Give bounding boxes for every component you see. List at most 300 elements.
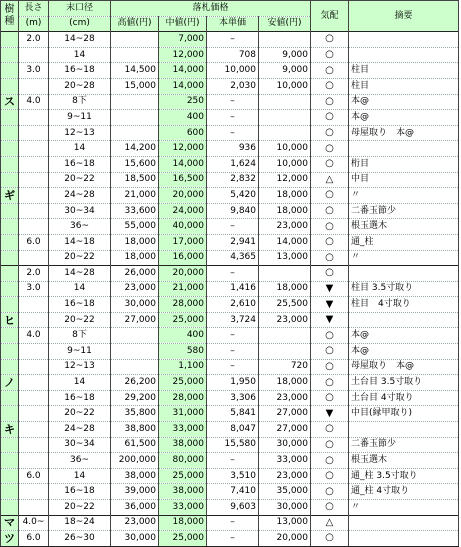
high-price-cell: 14,500 [111,63,159,79]
high-price-cell [111,344,159,360]
high-price-cell: 15,000 [111,78,159,94]
low-price-cell: 18,000 [259,203,311,219]
low-price-cell: 18,000 [259,281,311,297]
length-cell [19,250,49,266]
table-row [1,234,459,250]
species-cell [1,47,19,63]
unit-price-cell: 9,840 [207,203,259,219]
high-price-cell: 26,000 [111,266,159,282]
species-cell [1,437,19,453]
species-cell: ツ [1,531,19,547]
low-price-cell: 13,000 [259,250,311,266]
unit-price-cell: – [207,110,259,126]
species-cell [1,156,19,172]
table-row [1,47,459,63]
table-row [1,250,459,266]
diameter-cell: 16~18 [49,484,111,500]
unit-price-cell: 1,624 [207,156,259,172]
length-cell [19,344,49,360]
high-price-cell: 18,500 [111,172,159,188]
header-species: 樹種 [1,1,19,32]
table-row [1,422,459,438]
diameter-cell: 36~ [49,219,111,235]
low-price-cell: 23,000 [259,312,311,328]
length-cell [19,453,49,469]
high-price-cell: 33,600 [111,203,159,219]
mood-cell: ○ [311,484,349,500]
length-cell [19,219,49,235]
length-cell [19,437,49,453]
diameter-cell: 16~18 [49,297,111,313]
length-cell: 2.0 [19,32,49,48]
species-cell [1,453,19,469]
mood-cell: ○ [311,250,349,266]
species-cell [1,266,19,282]
table-row [1,63,459,79]
table-row [1,219,459,235]
table-row [1,203,459,219]
low-price-cell: 14,000 [259,234,311,250]
note-cell: 〃 [349,500,459,516]
species-cell: ギ [1,188,19,204]
unit-price-cell: – [207,359,259,375]
note-cell [349,32,459,48]
header-length-unit: (m) [19,16,49,32]
note-cell: 柱目 [349,63,459,79]
diameter-cell: 20~22 [49,312,111,328]
diameter-cell: 16~18 [49,63,111,79]
table-row [1,32,459,48]
high-price-cell: 30,000 [111,531,159,547]
diameter-cell: 14 [49,141,111,157]
low-price-cell: 10,000 [259,156,311,172]
unit-price-cell: 9,603 [207,500,259,516]
header-length: 長さ [19,1,49,17]
high-price-cell: 15,600 [111,156,159,172]
note-cell: 〃 [349,188,459,204]
length-cell [19,390,49,406]
low-price-cell: 27,000 [259,422,311,438]
unit-price-cell: 3,306 [207,390,259,406]
length-cell [19,125,49,141]
mid-price-cell: 16,000 [159,250,207,266]
length-cell: 4.0~ [19,515,49,531]
low-price-cell [259,94,311,110]
diameter-cell: 14~18 [49,234,111,250]
species-cell [1,78,19,94]
species-cell: ノ [1,375,19,391]
header-mood: 気配 [311,1,349,32]
mid-price-cell: 12,000 [159,141,207,157]
mood-cell: ○ [311,94,349,110]
unit-price-cell: 1,416 [207,281,259,297]
high-price-cell: 23,000 [111,515,159,531]
note-cell: 根玉選木 [349,219,459,235]
table-row [1,281,459,297]
table-row [1,500,459,516]
low-price-cell: 720 [259,359,311,375]
note-cell: 通_柱 4寸取り [349,484,459,500]
mood-cell: ○ [311,328,349,344]
length-cell: 3.0 [19,281,49,297]
low-price-cell [259,328,311,344]
species-cell [1,281,19,297]
length-cell [19,78,49,94]
note-cell [349,312,459,328]
length-cell: 4.0 [19,94,49,110]
mid-price-cell: 14,000 [159,156,207,172]
high-price-cell: 38,000 [111,468,159,484]
high-price-cell: 18,000 [111,250,159,266]
price-rows [1,32,459,547]
mid-price-cell: 25,000 [159,375,207,391]
length-cell [19,188,49,204]
mid-price-cell: 14,000 [159,63,207,79]
table-row [1,515,459,531]
unit-price-cell: 15,580 [207,437,259,453]
low-price-cell: 23,000 [259,390,311,406]
header-mid: 中値(円) [159,16,207,32]
mood-cell: ○ [311,219,349,235]
mid-price-cell: 14,000 [159,78,207,94]
mood-cell: ○ [311,375,349,391]
note-cell: 中目(縁甲取り) [349,406,459,422]
table-row [1,531,459,547]
mid-price-cell: 20,000 [159,188,207,204]
mood-cell: ○ [311,359,349,375]
note-cell: 柱目 3.5寸取り [349,281,459,297]
table-row [1,156,459,172]
low-price-cell [259,266,311,282]
mood-cell: ▼ [311,406,349,422]
low-price-cell: 10,000 [259,141,311,157]
low-price-cell [259,125,311,141]
high-price-cell [111,32,159,48]
note-cell: 通_柱 [349,234,459,250]
diameter-cell: 30~34 [49,203,111,219]
unit-price-cell: 936 [207,141,259,157]
mid-price-cell: 24,000 [159,203,207,219]
header-price-group: 落札価格 [111,1,311,17]
mood-cell: ▼ [311,297,349,313]
diameter-cell: 12~13 [49,125,111,141]
species-cell: ヒ [1,312,19,328]
high-price-cell: 38,800 [111,422,159,438]
high-price-cell: 200,000 [111,453,159,469]
diameter-cell: 14 [49,47,111,63]
diameter-cell: 14 [49,375,111,391]
note-cell: 柱目 4寸取り [349,297,459,313]
length-cell [19,141,49,157]
table-row [1,359,459,375]
table-row [1,78,459,94]
unit-price-cell: 2,832 [207,172,259,188]
length-cell: 4.0 [19,328,49,344]
low-price-cell: 18,000 [259,375,311,391]
note-cell: 母屋取り 本@ [349,125,459,141]
table-row [1,94,459,110]
note-cell [349,422,459,438]
note-cell: 柱目 [349,78,459,94]
mid-price-cell: 38,000 [159,484,207,500]
mood-cell: ○ [311,266,349,282]
diameter-cell: 16~18 [49,156,111,172]
table-row [1,172,459,188]
unit-price-cell: 4,365 [207,250,259,266]
length-cell [19,484,49,500]
length-cell [19,172,49,188]
mid-price-cell: 28,000 [159,390,207,406]
mid-price-cell: 17,000 [159,234,207,250]
unit-price-cell: 708 [207,47,259,63]
mood-cell: ▼ [311,312,349,328]
header-unit-price: 本単価 [207,16,259,32]
length-cell [19,312,49,328]
length-cell: 6.0 [19,531,49,547]
mood-cell: ○ [311,453,349,469]
low-price-cell: 27,000 [259,406,311,422]
low-price-cell: 9,000 [259,63,311,79]
mid-price-cell: 21,000 [159,281,207,297]
length-cell [19,406,49,422]
mood-cell: ○ [311,234,349,250]
high-price-cell: 18,000 [111,234,159,250]
species-cell: マ [1,515,19,531]
note-cell: 本@ [349,94,459,110]
mid-price-cell: 400 [159,110,207,126]
low-price-cell: 18,000 [259,188,311,204]
species-cell [1,468,19,484]
length-cell [19,375,49,391]
mood-cell: ○ [311,110,349,126]
diameter-cell: 24~28 [49,188,111,204]
species-cell [1,484,19,500]
note-cell: 〃 [349,250,459,266]
high-price-cell [111,359,159,375]
mid-price-cell: 28,000 [159,297,207,313]
high-price-cell: 23,000 [111,281,159,297]
low-price-cell: 20,000 [259,531,311,547]
mood-cell: ○ [311,203,349,219]
mid-price-cell: 16,500 [159,172,207,188]
unit-price-cell: 5,420 [207,188,259,204]
diameter-cell: 20~22 [49,172,111,188]
high-price-cell: 29,200 [111,390,159,406]
length-cell [19,422,49,438]
high-price-cell: 55,000 [111,219,159,235]
diameter-cell: 20~22 [49,500,111,516]
table-row [1,312,459,328]
note-cell: 本@ [349,344,459,360]
low-price-cell: 9,000 [259,47,311,63]
low-price-cell: 30,000 [259,500,311,516]
mood-cell: ○ [311,125,349,141]
species-cell: ス [1,94,19,110]
mid-price-cell: 33,000 [159,422,207,438]
mood-cell: ○ [311,156,349,172]
low-price-cell: 10,000 [259,78,311,94]
species-cell [1,344,19,360]
low-price-cell: 23,000 [259,468,311,484]
species-cell [1,500,19,516]
unit-price-cell: – [207,344,259,360]
unit-price-cell: – [207,219,259,235]
length-cell [19,359,49,375]
mood-cell: △ [311,515,349,531]
high-price-cell: 21,000 [111,188,159,204]
note-cell: 二番玉節少 [349,203,459,219]
species-cell [1,63,19,79]
unit-price-cell: – [207,531,259,547]
unit-price-cell: – [207,94,259,110]
unit-price-cell: 3,510 [207,468,259,484]
mid-price-cell: 7,000 [159,32,207,48]
diameter-cell: 9~11 [49,344,111,360]
header-high: 高値(円) [111,16,159,32]
mid-price-cell: 40,000 [159,219,207,235]
diameter-cell: 16~18 [49,390,111,406]
table-row [1,125,459,141]
high-price-cell: 61,500 [111,437,159,453]
diameter-cell: 14~28 [49,32,111,48]
length-cell [19,203,49,219]
note-cell: 中目 [349,172,459,188]
high-price-cell: 30,000 [111,297,159,313]
unit-price-cell: – [207,125,259,141]
diameter-cell: 14 [49,281,111,297]
high-price-cell [111,125,159,141]
low-price-cell: 23,000 [259,219,311,235]
high-price-cell: 26,200 [111,375,159,391]
species-cell [1,390,19,406]
note-cell [349,515,459,531]
mood-cell: ○ [311,188,349,204]
diameter-cell: 18~24 [49,515,111,531]
note-cell: 土台目 3.5寸取り [349,375,459,391]
note-cell: 二番玉節少 [349,437,459,453]
table-row [1,375,459,391]
header-low: 安値(円) [259,16,311,32]
note-cell [349,531,459,547]
unit-price-cell: 3,724 [207,312,259,328]
table-row [1,468,459,484]
high-price-cell: 14,200 [111,141,159,157]
mid-price-cell: 250 [159,94,207,110]
unit-price-cell: 1,950 [207,375,259,391]
length-cell [19,297,49,313]
species-cell [1,219,19,235]
species-cell [1,250,19,266]
low-price-cell [259,344,311,360]
mid-price-cell: 580 [159,344,207,360]
note-cell: 本@ [349,328,459,344]
note-cell: 土台目 4寸取り [349,390,459,406]
mood-cell: ○ [311,531,349,547]
low-price-cell: 12,000 [259,172,311,188]
unit-price-cell: – [207,328,259,344]
unit-price-cell: – [207,32,259,48]
mid-price-cell: 33,000 [159,500,207,516]
high-price-cell [111,94,159,110]
table-row [1,453,459,469]
high-price-cell: 36,000 [111,500,159,516]
mood-cell: ▼ [311,281,349,297]
species-cell [1,32,19,48]
species-cell [1,141,19,157]
unit-price-cell: – [207,453,259,469]
low-price-cell: 35,000 [259,484,311,500]
species-cell [1,172,19,188]
header-diameter: 末口径 [49,1,111,17]
mood-cell: ○ [311,32,349,48]
length-cell [19,156,49,172]
length-cell [19,47,49,63]
table-row [1,484,459,500]
table-row [1,110,459,126]
mid-price-cell: 31,000 [159,406,207,422]
species-cell [1,125,19,141]
high-price-cell [111,328,159,344]
length-cell [19,500,49,516]
table-row [1,266,459,282]
high-price-cell [111,47,159,63]
diameter-cell: 20~22 [49,406,111,422]
high-price-cell: 39,000 [111,484,159,500]
low-price-cell: 30,000 [259,437,311,453]
table-row [1,390,459,406]
mid-price-cell: 20,000 [159,266,207,282]
species-cell [1,110,19,126]
diameter-cell: 14 [49,468,111,484]
mood-cell: ○ [311,500,349,516]
high-price-cell [111,110,159,126]
mood-cell: ○ [311,390,349,406]
diameter-cell: 20~28 [49,78,111,94]
low-price-cell: 25,500 [259,297,311,313]
table-row [1,188,459,204]
length-cell: 2.0 [19,266,49,282]
length-cell: 6.0 [19,234,49,250]
diameter-cell: 30~34 [49,437,111,453]
mid-price-cell: 600 [159,125,207,141]
mood-cell: ○ [311,78,349,94]
species-cell [1,234,19,250]
table-row [1,406,459,422]
mood-cell: ○ [311,437,349,453]
unit-price-cell: 2,610 [207,297,259,313]
mid-price-cell: 12,000 [159,47,207,63]
note-cell: 桁目 [349,156,459,172]
diameter-cell: 20~22 [49,250,111,266]
unit-price-cell: – [207,515,259,531]
note-cell: 母屋取り 本@ [349,359,459,375]
unit-price-cell: 5,841 [207,406,259,422]
mid-price-cell: 25,000 [159,312,207,328]
low-price-cell: 13,000 [259,515,311,531]
high-price-cell: 35,800 [111,406,159,422]
diameter-cell: 8下 [49,328,111,344]
species-cell: キ [1,422,19,438]
table-row [1,437,459,453]
diameter-cell: 9~11 [49,110,111,126]
unit-price-cell: – [207,266,259,282]
mid-price-cell: 80,000 [159,453,207,469]
mood-cell: ○ [311,47,349,63]
mid-price-cell: 18,000 [159,515,207,531]
unit-price-cell: 2,941 [207,234,259,250]
table-row [1,344,459,360]
note-cell [349,141,459,157]
